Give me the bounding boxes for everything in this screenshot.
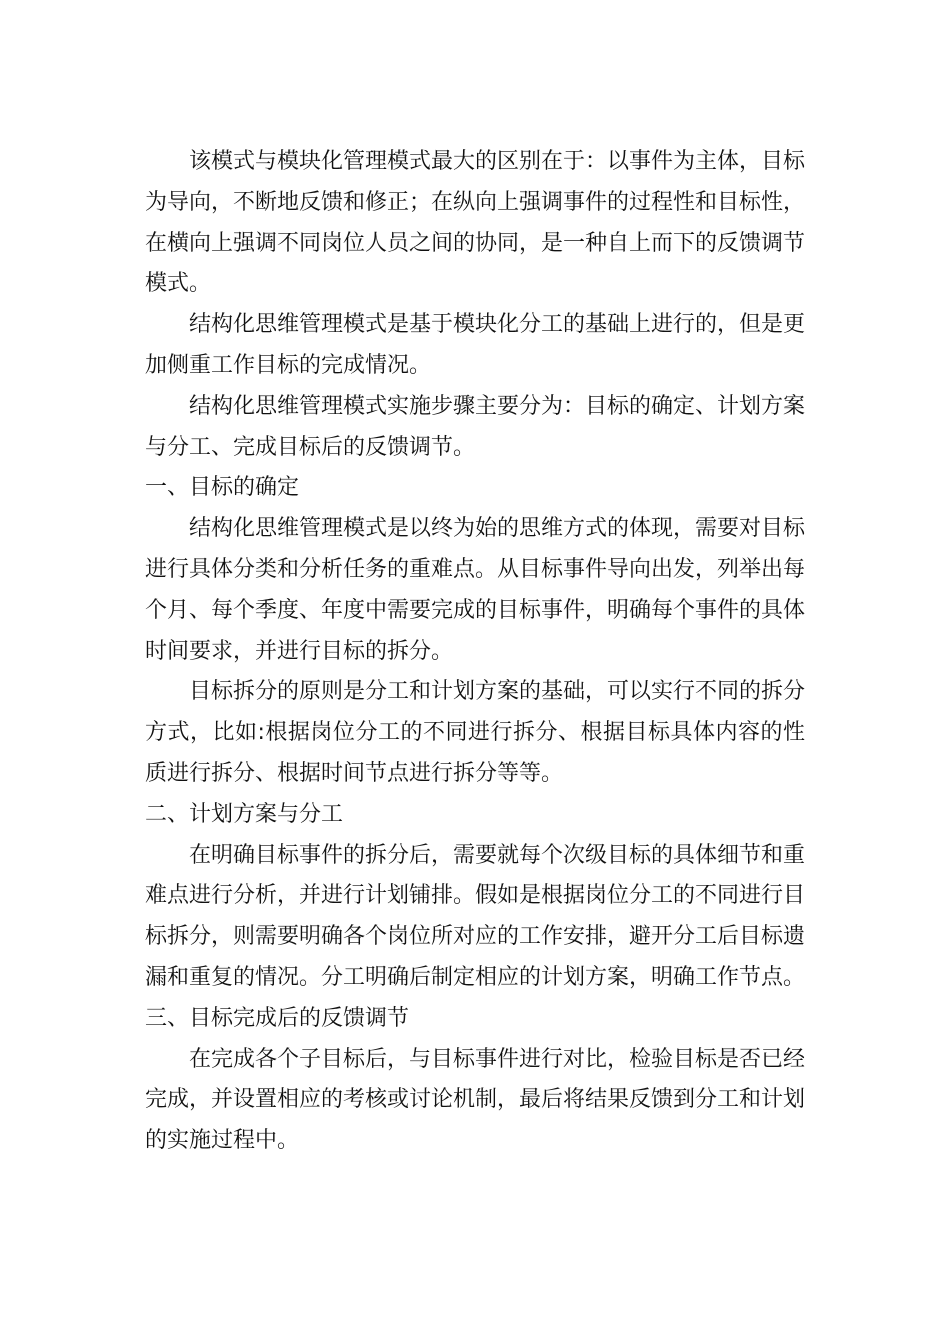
section-heading-goal-setting: 一、目标的确定 <box>145 475 300 501</box>
paragraph-mode-basis: 结构化思维管理模式是基于模块化分工的基础上进行的，但是更加侧重工作目标的完成情况。 <box>145 312 806 378</box>
section-heading-feedback: 三、目标完成后的反馈调节 <box>145 1005 410 1031</box>
paragraph-feedback: 在完成各个子目标后，与目标事件进行对比，检验目标是否已经完成，并设置相应的考核或讨论机制，最后将结果反馈到分工和计划的实施过程中。 <box>145 1046 806 1154</box>
document-body <box>145 142 805 1162</box>
section-heading-plan-division: 二、计划方案与分工 <box>145 801 344 827</box>
paragraph-goal-setting: 结构化思维管理模式是以终为始的思维方式的体现，需要对目标进行具体分类和分析任务的重难点。从目标事件导向出发，列举出每个月、每个季度、年度中需要完成的目标事件，明确每个事件的具体时间要求，并进行目标的拆分。 <box>145 516 806 664</box>
paragraph-implementation-steps: 结构化思维管理模式实施步骤主要分为：目标的确定、计划方案与分工、完成目标后的反馈调节。 <box>145 393 806 460</box>
paragraph-plan-division: 在明确目标事件的拆分后，需要就每个次级目标的具体细节和重难点进行分析，并进行计划铺排。假如是根据岗位分工的不同进行目标拆分，则需要明确各个岗位所对应的工作安排，避开分工后目标遗漏和重复的情况。分工明确后制定相应的计划方案，明确工作节点。 <box>145 842 806 990</box>
paragraph-goal-splitting: 目标拆分的原则是分工和计划方案的基础，可以实行不同的拆分方式，比如:根据岗位分工的不同进行拆分、根据目标具体内容的性质进行拆分、根据时间节点进行拆分等等。 <box>145 679 806 786</box>
paragraph-mode-difference: 该模式与模块化管理模式最大的区别在于：以事件为主体，目标为导向，不断地反馈和修正；在纵向上强调事件的过程性和目标性，在横向上强调不同岗位人员之间的协同，是一种自上而下的反馈调节模式。 <box>145 149 806 297</box>
